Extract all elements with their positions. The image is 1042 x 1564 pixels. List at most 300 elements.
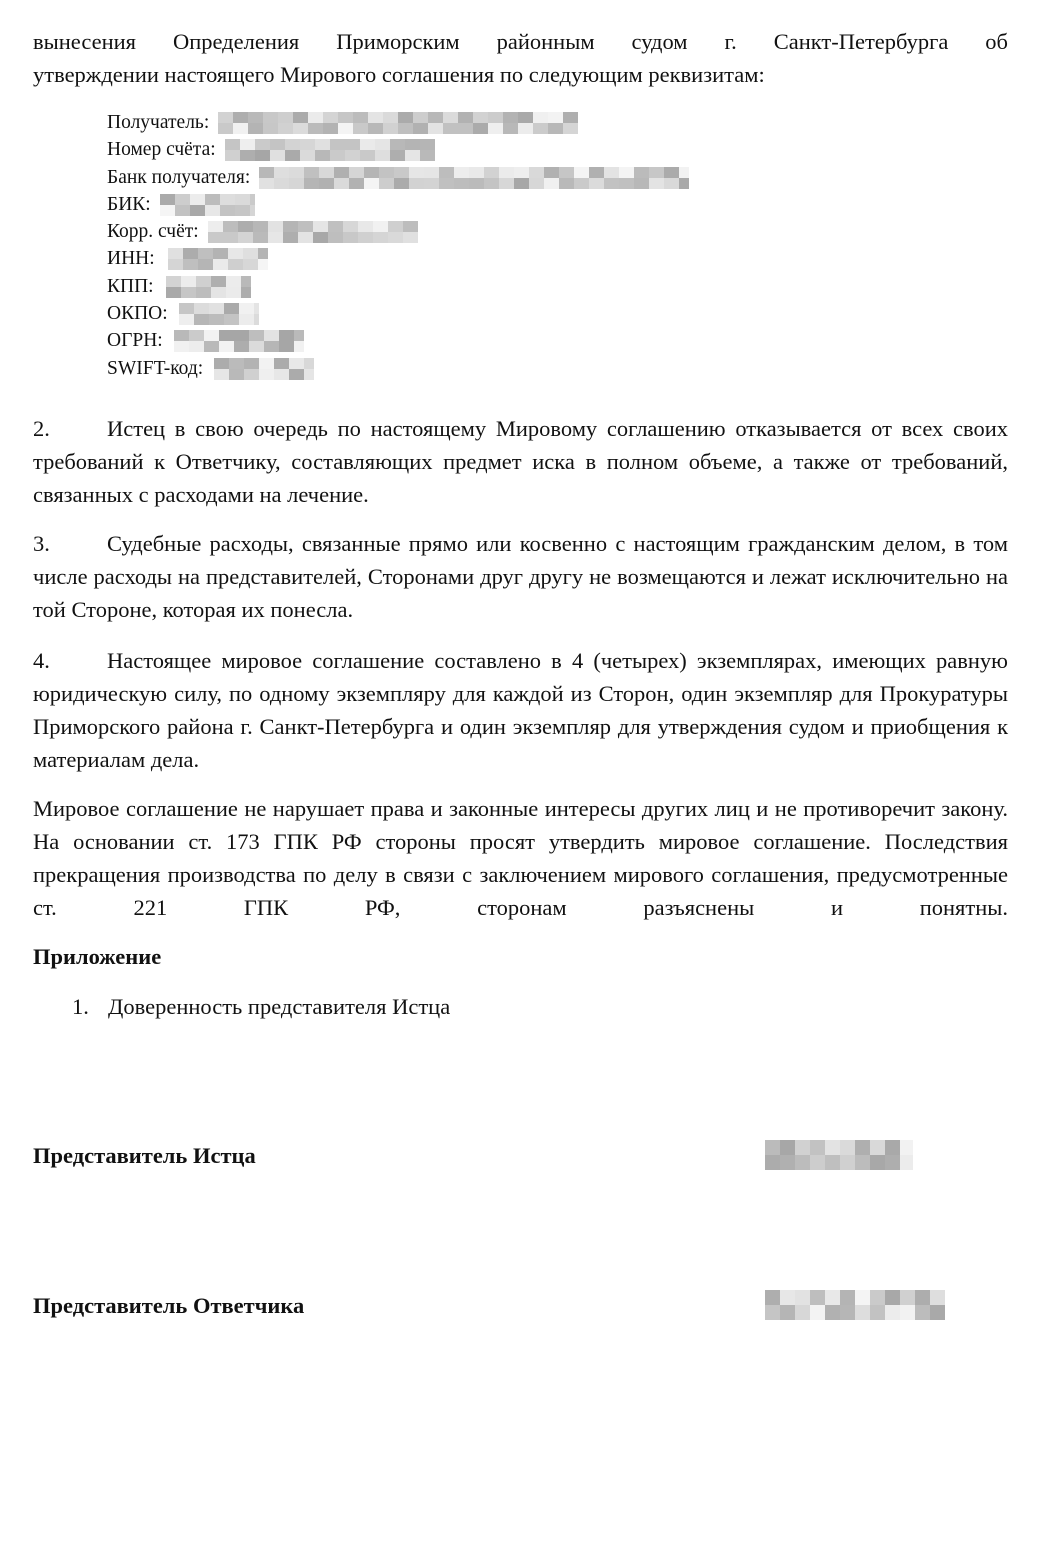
requisite-label: ИНН: [107, 248, 155, 270]
redaction-pixel [279, 341, 294, 352]
redaction-pixel [315, 139, 330, 150]
redaction-pixel [795, 1155, 810, 1170]
redaction-pixel [765, 1305, 780, 1320]
redaction-pixel [278, 123, 293, 134]
redaction-pixel [780, 1305, 795, 1320]
redaction-pixel [765, 1290, 780, 1305]
redaction-pixel [208, 232, 223, 243]
redaction-pixel [574, 167, 589, 178]
plaintiff-representative-label: Представитель Истца [33, 1143, 256, 1168]
redaction-pixel [765, 1140, 780, 1155]
redaction-pixel [268, 232, 283, 243]
redaction-pixel [330, 150, 345, 161]
redaction-pixel [225, 150, 240, 161]
redaction-pixel [518, 123, 533, 134]
redaction-pixel [840, 1140, 855, 1155]
redaction-pixel [224, 303, 239, 314]
redaction-pixel [664, 167, 679, 178]
redaction-pixel [405, 139, 420, 150]
redaction-pixel [360, 150, 375, 161]
redaction-pixel [304, 167, 319, 178]
redaction-pixel [323, 123, 338, 134]
redaction-pixel [885, 1155, 900, 1170]
redaction-pixel [248, 123, 263, 134]
clause-text: Судебные расходы, связанные прямо или косвенно с настоящим гражданским делом, в том числе расходы на представителей, Сторонами друг другу не возмещаются и лежат исключительно на той Стороне, которая их понесла. [33, 531, 1008, 622]
redaction-pixel [226, 287, 241, 298]
redaction-pixel [241, 287, 251, 298]
redaction-pixel [855, 1305, 870, 1320]
clause-number: 2. [33, 416, 50, 441]
redaction-pixel [235, 205, 250, 216]
redaction-pixel [283, 221, 298, 232]
redaction-pixel [358, 232, 373, 243]
redaction-pixel [259, 178, 274, 189]
redaction-pixel [930, 1305, 945, 1320]
redaction-pixel [360, 139, 375, 150]
redaction-pixel [345, 139, 360, 150]
requisite-label: ОГРН: [107, 330, 163, 352]
requisite-label: Корр. счёт: [107, 221, 199, 243]
redaction-pixel [196, 287, 211, 298]
redaction-pixel [263, 112, 278, 123]
redaction-pixel [469, 167, 484, 178]
redaction-pixel [499, 178, 514, 189]
redaction-pixel [330, 139, 345, 150]
redaction-pixel [308, 123, 323, 134]
redaction-pixel [428, 123, 443, 134]
redaction-pixel [443, 123, 458, 134]
redaction-pixel [405, 150, 420, 161]
redaction-pixel [403, 232, 418, 243]
redaction-pixel [368, 123, 383, 134]
redaction-pixel [253, 232, 268, 243]
redaction-pixel [214, 358, 229, 369]
redaction-pixel [258, 259, 268, 270]
redaction-pixel [559, 167, 574, 178]
redaction-pixel [529, 178, 544, 189]
redaction-pixel [559, 178, 574, 189]
redaction-pixel [373, 232, 388, 243]
redaction-pixel [313, 221, 328, 232]
redaction-pixel [243, 259, 258, 270]
clause-text: Настоящее мировое соглашение составлено в 4 (четырех) экземплярах, имеющих равную юридическую силу, по одному экземпляру для каждой из Сторон, один экземпляр для Прокуратуры Приморского района г. Санкт-Петербурга и один экземпляр для утверждения судом и приобщения к материалам дела. [33, 648, 1008, 772]
redaction-pixel [514, 167, 529, 178]
redaction-pixel [250, 194, 255, 205]
redaction-pixel [424, 167, 439, 178]
redaction-pixel [250, 205, 255, 216]
redaction-pixel [409, 178, 424, 189]
redaction-pixel [293, 123, 308, 134]
redaction-pixel [213, 259, 228, 270]
redacted-value [160, 194, 255, 216]
redaction-pixel [458, 112, 473, 123]
redaction-pixel [548, 112, 563, 123]
redaction-pixel [589, 167, 604, 178]
redaction-pixel [780, 1290, 795, 1305]
redaction-pixel [364, 167, 379, 178]
appendix-item [72, 992, 450, 1022]
redaction-pixel [274, 167, 289, 178]
redaction-pixel [220, 194, 235, 205]
redaction-pixel [765, 1155, 780, 1170]
redaction-pixel [298, 232, 313, 243]
redaction-pixel [209, 314, 224, 325]
redaction-pixel [810, 1140, 825, 1155]
redaction-pixel [679, 178, 689, 189]
redaction-pixel [855, 1155, 870, 1170]
redaction-pixel [175, 205, 190, 216]
redaction-pixel [885, 1305, 900, 1320]
redaction-pixel [409, 167, 424, 178]
redaction-pixel [795, 1305, 810, 1320]
redaction-pixel [244, 358, 259, 369]
appendix-item-text: Доверенность представителя Истца [108, 994, 451, 1019]
requisite-recipient [107, 109, 689, 136]
redacted-value [168, 248, 268, 270]
redaction-pixel [194, 303, 209, 314]
redaction-pixel [679, 167, 689, 178]
redaction-pixel [900, 1305, 915, 1320]
redaction-pixel [619, 167, 634, 178]
redaction-pixel [484, 167, 499, 178]
redaction-pixel [343, 221, 358, 232]
redaction-pixel [649, 178, 664, 189]
redaction-pixel [209, 303, 224, 314]
redaction-pixel [503, 123, 518, 134]
redaction-pixel [268, 221, 283, 232]
redaction-pixel [870, 1290, 885, 1305]
requisite-kpp [107, 273, 689, 300]
redaction-pixel [304, 358, 314, 369]
redaction-pixel [439, 167, 454, 178]
redaction-pixel [254, 314, 259, 325]
redaction-pixel [454, 178, 469, 189]
plaintiff-signature-redacted [765, 1140, 913, 1170]
closing-paragraph: Мировое соглашение не нарушает права и законные интересы других лиц и не противоречит закону. На основании ст. 173 ГПК РФ стороны просят утвердить мировое соглашение. Последствия прекращения производства по делу в связи с заключением мирового соглашения, предусмотренные ст. 221 ГПК РФ, сторонам разъяснены и понятны. [33, 796, 1008, 920]
redacted-value [166, 276, 251, 298]
redaction-pixel [181, 276, 196, 287]
redaction-pixel [264, 341, 279, 352]
redaction-pixel [226, 276, 241, 287]
redaction-pixel [255, 139, 270, 150]
redacted-value [174, 330, 304, 352]
redaction-pixel [885, 1140, 900, 1155]
redaction-pixel [174, 330, 189, 341]
redaction-pixel [194, 314, 209, 325]
redaction-pixel [383, 123, 398, 134]
redaction-pixel [204, 341, 219, 352]
redaction-pixel [223, 221, 238, 232]
redaction-pixel [240, 150, 255, 161]
redaction-pixel [243, 248, 258, 259]
redaction-pixel [259, 358, 274, 369]
redaction-pixel [840, 1290, 855, 1305]
redacted-value [179, 303, 259, 325]
clause-text: Истец в свою очередь по настоящему Мировому соглашению отказывается от всех своих требований к Ответчику, составляющих предмет иска в полном объеме, а также от требований, связанных с расходами на лечение. [33, 416, 1008, 507]
redaction-pixel [349, 167, 364, 178]
redaction-pixel [870, 1155, 885, 1170]
redaction-pixel [518, 112, 533, 123]
redaction-pixel [428, 112, 443, 123]
redaction-pixel [563, 112, 578, 123]
redaction-pixel [840, 1155, 855, 1170]
redaction-pixel [289, 369, 304, 380]
redaction-pixel [328, 221, 343, 232]
redaction-pixel [420, 150, 435, 161]
redaction-pixel [225, 139, 240, 150]
redaction-pixel [223, 232, 238, 243]
redaction-pixel [198, 259, 213, 270]
redaction-pixel [248, 112, 263, 123]
redaction-pixel [439, 178, 454, 189]
redaction-pixel [219, 330, 234, 341]
requisite-bank [107, 164, 689, 191]
redaction-pixel [488, 112, 503, 123]
redaction-pixel [514, 178, 529, 189]
redaction-pixel [368, 112, 383, 123]
redaction-pixel [160, 205, 175, 216]
redaction-pixel [229, 369, 244, 380]
requisite-ogrn [107, 327, 689, 354]
redaction-pixel [263, 123, 278, 134]
intro-line-2: утверждении настоящего Мирового соглашения по следующим реквизитам: [33, 62, 765, 87]
redaction-pixel [780, 1140, 795, 1155]
redaction-pixel [270, 150, 285, 161]
redaction-pixel [484, 178, 499, 189]
redaction-pixel [563, 123, 578, 134]
redaction-pixel [189, 341, 204, 352]
redaction-pixel [238, 221, 253, 232]
redaction-pixel [196, 276, 211, 287]
redaction-pixel [900, 1155, 913, 1170]
redaction-pixel [249, 341, 264, 352]
redaction-pixel [189, 330, 204, 341]
redaction-pixel [168, 248, 183, 259]
redaction-pixel [179, 314, 194, 325]
redaction-pixel [249, 330, 264, 341]
redaction-pixel [228, 248, 243, 259]
redaction-pixel [390, 150, 405, 161]
redaction-pixel [825, 1290, 840, 1305]
redaction-pixel [255, 150, 270, 161]
redaction-pixel [233, 112, 248, 123]
redaction-pixel [220, 205, 235, 216]
intro-line-1: вынесения Определения Приморским районным судом г. Санкт-Петербурга об [33, 29, 1008, 54]
redaction-pixel [183, 248, 198, 259]
redaction-pixel [358, 221, 373, 232]
redaction-pixel [373, 221, 388, 232]
clause-number: 3. [33, 531, 50, 556]
redaction-pixel [334, 167, 349, 178]
redaction-pixel [294, 341, 304, 352]
redaction-pixel [198, 248, 213, 259]
redaction-pixel [258, 248, 268, 259]
redaction-pixel [398, 123, 413, 134]
redaction-pixel [259, 369, 274, 380]
redaction-pixel [574, 178, 589, 189]
redaction-pixel [211, 276, 226, 287]
redaction-pixel [364, 178, 379, 189]
redaction-pixel [214, 369, 229, 380]
redaction-pixel [279, 330, 294, 341]
redaction-pixel [289, 167, 304, 178]
redaction-pixel [548, 123, 563, 134]
redaction-pixel [900, 1290, 915, 1305]
appendix-item-number: 1. [72, 994, 89, 1019]
requisite-label: SWIFT-код: [107, 357, 204, 379]
requisite-okpo [107, 300, 689, 327]
redaction-pixel [241, 276, 251, 287]
redaction-pixel [870, 1305, 885, 1320]
redaction-pixel [473, 112, 488, 123]
requisite-swift [107, 355, 689, 382]
redaction-pixel [218, 112, 233, 123]
redaction-pixel [259, 167, 274, 178]
redaction-pixel [469, 178, 484, 189]
redaction-pixel [345, 150, 360, 161]
redaction-pixel [885, 1290, 900, 1305]
redaction-pixel [458, 123, 473, 134]
redaction-pixel [375, 150, 390, 161]
redaction-pixel [855, 1140, 870, 1155]
redaction-pixel [334, 178, 349, 189]
redaction-pixel [274, 178, 289, 189]
clause-3 [33, 527, 1008, 626]
redaction-pixel [283, 232, 298, 243]
requisite-account-number [107, 136, 689, 163]
redaction-pixel [930, 1290, 945, 1305]
redaction-pixel [205, 194, 220, 205]
redaction-pixel [398, 112, 413, 123]
redaction-pixel [349, 178, 364, 189]
redaction-pixel [313, 232, 328, 243]
redaction-pixel [589, 178, 604, 189]
requisite-label: КПП: [107, 275, 154, 297]
redaction-pixel [233, 123, 248, 134]
clause-2 [33, 412, 1008, 511]
redaction-pixel [328, 232, 343, 243]
redaction-pixel [529, 167, 544, 178]
redaction-pixel [855, 1290, 870, 1305]
redaction-pixel [499, 167, 514, 178]
redaction-pixel [388, 232, 403, 243]
redaction-pixel [179, 303, 194, 314]
redaction-pixel [264, 330, 279, 341]
redaction-pixel [403, 221, 418, 232]
redaction-pixel [218, 123, 233, 134]
redaction-pixel [383, 112, 398, 123]
redaction-pixel [319, 178, 334, 189]
redaction-pixel [166, 287, 181, 298]
redaction-pixel [840, 1305, 855, 1320]
redaction-pixel [319, 167, 334, 178]
redaction-pixel [244, 369, 259, 380]
redacted-value [208, 221, 418, 243]
redaction-pixel [289, 178, 304, 189]
redaction-pixel [424, 178, 439, 189]
redaction-pixel [304, 178, 319, 189]
redaction-pixel [338, 123, 353, 134]
redaction-pixel [300, 139, 315, 150]
redaction-pixel [183, 259, 198, 270]
redaction-pixel [343, 232, 358, 243]
redacted-value [225, 139, 435, 161]
redaction-pixel [915, 1290, 930, 1305]
redaction-pixel [810, 1290, 825, 1305]
redaction-pixel [533, 112, 548, 123]
appendix-heading: Приложение [33, 944, 162, 969]
redaction-pixel [293, 112, 308, 123]
redaction-pixel [175, 194, 190, 205]
redaction-pixel [234, 341, 249, 352]
redaction-pixel [443, 112, 458, 123]
redaction-pixel [900, 1140, 913, 1155]
redaction-pixel [285, 150, 300, 161]
requisite-bik [107, 191, 689, 218]
redaction-pixel [488, 123, 503, 134]
redaction-pixel [274, 369, 289, 380]
redaction-pixel [234, 330, 249, 341]
redaction-pixel [473, 123, 488, 134]
redaction-pixel [168, 259, 183, 270]
redaction-pixel [298, 221, 313, 232]
redaction-pixel [219, 341, 234, 352]
redaction-pixel [239, 314, 254, 325]
redacted-value [214, 358, 314, 380]
redaction-pixel [394, 178, 409, 189]
redacted-value [259, 167, 689, 189]
redaction-pixel [825, 1140, 840, 1155]
requisite-label: Номер счёта: [107, 139, 216, 161]
redaction-pixel [270, 139, 285, 150]
redaction-pixel [915, 1305, 930, 1320]
redaction-pixel [420, 139, 435, 150]
redaction-pixel [619, 178, 634, 189]
defendant-representative-label: Представитель Ответчика [33, 1293, 305, 1318]
requisite-label: ОКПО: [107, 303, 168, 325]
redaction-pixel [294, 330, 304, 341]
redaction-pixel [289, 358, 304, 369]
redaction-pixel [213, 248, 228, 259]
redaction-pixel [181, 287, 196, 298]
redaction-pixel [190, 205, 205, 216]
redaction-pixel [300, 150, 315, 161]
redacted-value [218, 112, 578, 134]
redaction-pixel [204, 330, 219, 341]
redaction-pixel [190, 194, 205, 205]
redaction-pixel [825, 1305, 840, 1320]
redaction-pixel [304, 369, 314, 380]
requisites-list [107, 109, 689, 382]
redaction-pixel [174, 341, 189, 352]
redaction-pixel [160, 194, 175, 205]
redaction-pixel [235, 194, 250, 205]
redaction-pixel [454, 167, 469, 178]
redaction-pixel [278, 112, 293, 123]
redaction-pixel [634, 167, 649, 178]
requisite-label: БИК: [107, 193, 151, 215]
redaction-pixel [810, 1305, 825, 1320]
redaction-pixel [503, 112, 518, 123]
requisite-label: Банк получателя: [107, 166, 251, 188]
redaction-pixel [315, 150, 330, 161]
redaction-pixel [413, 123, 428, 134]
redaction-pixel [285, 139, 300, 150]
redaction-pixel [390, 139, 405, 150]
clause-number: 4. [33, 648, 50, 673]
redaction-pixel [795, 1140, 810, 1155]
redaction-pixel [166, 276, 181, 287]
